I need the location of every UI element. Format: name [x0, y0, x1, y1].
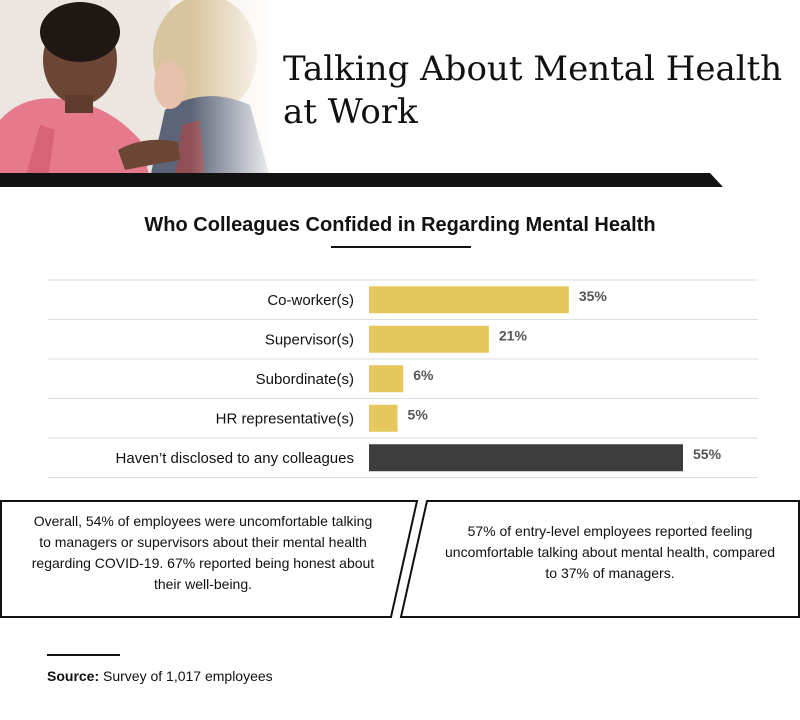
source-label: Source:: [47, 668, 100, 684]
value-label: 5%: [407, 406, 428, 423]
header-band: [0, 173, 723, 187]
value-label: 55%: [693, 445, 722, 462]
bar: [369, 286, 569, 313]
callout-left-text: Overall, 54% of employees were uncomfortable talking to managers or supervisors about their mental health regarding COVID-19. 67% reported being honest about their well-being.: [31, 513, 375, 592]
callout-right-text: 57% of entry-level employees reported feeling uncomfortable talking about mental health, compared to 37% of managers.: [445, 523, 775, 581]
chart-title-rule: [331, 246, 471, 248]
header-photo: [0, 0, 270, 178]
category-label: Co-worker(s): [267, 291, 354, 309]
category-label: Supervisor(s): [264, 331, 354, 349]
category-label: Subordinate(s): [255, 370, 354, 388]
bar: [369, 365, 403, 392]
source-text: Survey of 1,017 employees: [99, 668, 273, 684]
source-note: [47, 668, 273, 684]
chart-title: Who Colleagues Confided in Regarding Mental Health: [144, 214, 656, 236]
value-label: 6%: [413, 366, 434, 383]
value-label: 21%: [498, 327, 527, 344]
category-label: HR representative(s): [215, 410, 354, 428]
value-label: 35%: [578, 287, 607, 304]
bar: [369, 405, 398, 432]
bar: [369, 444, 683, 471]
category-label: Haven’t disclosed to any colleagues: [115, 449, 354, 467]
bar: [369, 326, 489, 353]
page-title: [283, 48, 783, 134]
photo-fade: [190, 0, 270, 178]
title-line-2: at Work: [283, 92, 418, 132]
title-line-1: Talking About Mental Health: [283, 49, 783, 89]
bar-chart: [0, 270, 800, 480]
header: [0, 0, 800, 186]
source-rule: [47, 654, 120, 656]
